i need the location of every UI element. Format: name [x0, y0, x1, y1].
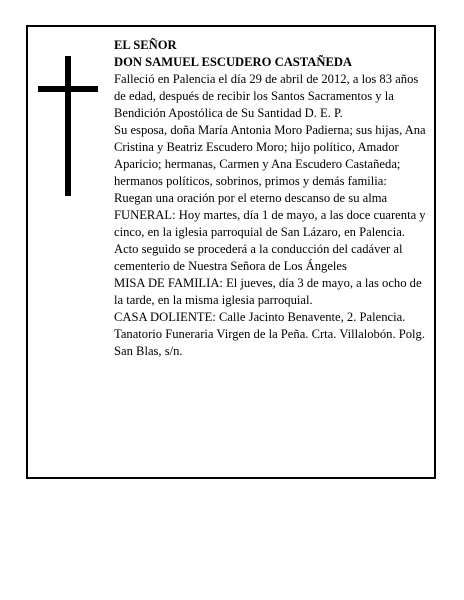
funeral-info: FUNERAL: Hoy martes, día 1 de mayo, a las doce cuarenta y cinco, en la iglesia parroquial de San Lázaro, en Palencia. Acto seguido se procederá a la conducción del cadáver al cementerio de Nuestra Señora de Los Ángeles: [114, 208, 426, 273]
family-mass-info: MISA DE FAMILIA: El jueves, día 3 de mayo, a las ocho de la tarde, en la misma iglesia parroquial.: [114, 276, 422, 307]
funeral-home-info: Tanatorio Funeraria Virgen de la Peña. Crta. Villalobón. Polg. San Blas, s/n.: [114, 327, 425, 358]
obituary-header: EL SEÑOR: [114, 38, 177, 52]
cross-horizontal-bar: [38, 86, 98, 92]
deceased-name: DON SAMUEL ESCUDERO CASTAÑEDA: [114, 55, 353, 69]
latin-cross-icon: [38, 56, 98, 196]
cross-vertical-bar: [65, 56, 71, 196]
death-notice: Falleció en Palencia el día 29 de abril de 2012, a los 83 años de edad, después de recibir los Santos Sacramentos y la Bendición Apostólica de Su Santidad D. E. P.: [114, 72, 419, 120]
mourning-house-info: CASA DOLIENTE: Calle Jacinto Benavente, 2. Palencia.: [114, 310, 406, 324]
family-list: Su esposa, doña María Antonia Moro Padierna; sus hijas, Ana Cristina y Beatriz Escudero Moro; hijo político, Amador Aparicio; hermanas, Carmen y Ana Escudero Castañeda; hermanos políticos, sobrinos, primos y demás familia:: [114, 123, 426, 188]
obituary-text: [114, 37, 426, 360]
prayer-request: Ruegan una oración por el eterno descanso de su alma: [114, 191, 388, 205]
